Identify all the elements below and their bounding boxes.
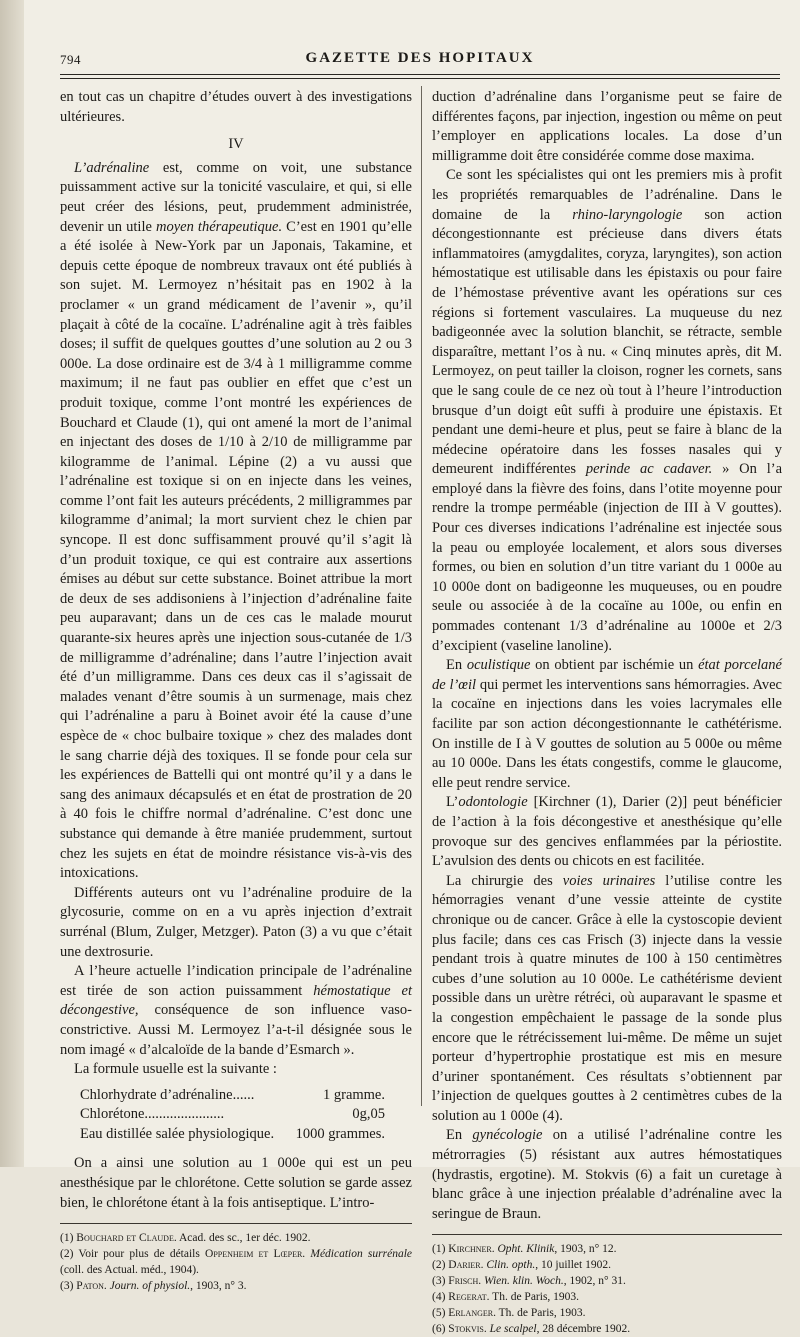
running-header <box>60 46 780 72</box>
text-run: L’ <box>446 794 459 811</box>
text-run: . <box>478 1275 485 1288</box>
footnote: (4) Regerat. Th. de Paris, 1903. <box>432 1291 580 1304</box>
text-run: . Th. de Paris, 1903. <box>486 1291 580 1304</box>
formula-amount: 1 gramme. <box>322 1086 385 1103</box>
paragraph: en tout cas un chapitre d’études ouvert à des investigations ultérieures. <box>60 89 412 125</box>
text-run: , 1902, n° 31. <box>563 1275 626 1288</box>
text-run: En <box>446 1127 473 1144</box>
footnote-title: Journ. of physiol. <box>109 1280 191 1293</box>
text-run: [Kirchner (1), Darier (2)] peut bénéficier de l’action à la fois décongestive et anesthésique qu’elle provoque sur des gencives enflammées par la périostite. L’avulsion des dents ou chicots en est facilitée. <box>432 794 782 870</box>
footnote-author: Kirchner <box>448 1243 492 1256</box>
text-run: . <box>302 1248 311 1261</box>
text-run: l’utilise contre les hémorragies venant d’une vessie atteinte de cystite chronique ou de cancer. Grâce à elle la cystoscopie devient plus facile; dans ces cas Frisch (3) injecte dans la vessie pendant trois à quatre minutes de 100 à 150 centimètres cubes d’une solution au 10 000e. Le cathétérisme devient possible dans un urètre rétréci, où auparavant le spasme et la congestion empêchaient le passage de la sonde plus encore que le rétrécissement lui-même. De même un sujet porteur d’hypertrophie prostatique est mis en mesure d’uriner spontanément. Ces résultats s’obtiennent par l’injection de quelques gouttes à 2 centimètres cubes de la solution au 1 000e (4). <box>432 872 782 1124</box>
text-run: on a utilisé l’adrénaline contre les métrorragies (5) résistant aux autres hémostatiques (hydrastis, ergotine). M. Stokvis (6) a fait un curetage à blanc grâce à une injection préalable d’adrénaline avec la seringue de Braun. <box>432 1127 783 1222</box>
paragraph: Différents auteurs ont vu l’adrénaline produire de la glycosurie, comme on en a vu après injection d’extrait surrénal (Blum, Zulger, Metzger). Paton (3) a vu que c’était une dextrosurie. <box>60 884 412 960</box>
text-run: . Acad. des sc., 1er déc. 1902. <box>173 1232 311 1245</box>
italic-term: moyen thérapeutique. <box>156 218 283 235</box>
binding-gutter <box>0 0 24 1167</box>
italic-term: L’adrénaline <box>74 159 150 176</box>
footnote-title: Wien. klin. Woch. <box>484 1275 564 1288</box>
footnote-author: Bouchard et Claude <box>76 1232 174 1245</box>
footnote: (1) Kirchner. Opht. Klinik, 1903, n° 12. <box>432 1243 617 1256</box>
footnote: (2) Darier. Clin. opth., 10 juillet 1902. <box>432 1259 611 1272</box>
italic-term: voies urinaires <box>562 872 656 889</box>
paragraph: duction d’adrénaline dans l’organisme peut se faire de différentes façons, par injection, ingestion ou même on peut l’employer en applications locales. La dose d’un milligramme doit être considérée comme dose maxima. <box>432 89 782 164</box>
footnote-author: Stokvis <box>448 1323 484 1336</box>
paragraph <box>60 159 412 884</box>
formula-ingredient: Eau distillée salée physiologique. <box>80 1125 275 1142</box>
footnote: (3) Paton. Journ. of physiol., 1903, n° 3. <box>60 1280 247 1293</box>
footnotes-right <box>432 1241 782 1337</box>
footnote-author: Paton <box>76 1280 104 1293</box>
footnote-title: Le scalpel <box>489 1323 537 1336</box>
text-run: C’est en 1901 qu’elle a été isolée à New-York par un Japonais, Takamine, et depuis cette époque de nombreux travaux ont été publiés à son sujet. M. Lermoyez n’hésitait pas en 1902 à la proclamer « un grand médicament de l’avenir », qu’il plaçait à côté de la cocaïne. L’adrénaline agit à très faibles doses; il suffit de quelques gouttes d’une solution au 2 ou 3 000e. La dose ordinaire est de 3/4 à 1 milligramme comme maximum; il ne faut pas oublier en effet que c’est un produit toxique, comme l’ont montré les expériences de Bouchard et Claude (1), qui ont amené la mort de l’animal en injectant des doses de 1/10 à 2/10 de milligramme par kilogramme de l’animal. Lépine (2) a vu aussi que l’adrénaline est toxique si on en injecte dans les veines, comme l’ont fait les auteurs précédents, 2 milligrammes par kilogramme d’animal; la mort survient chez le chien par syncope. Il est donc suffisamment prouvé qu’il s’agit là d’un produit toxique, ce qui est contraire aux assertions émises au début sur cette substance. Boinet attribue la mort de deux de ses addisoniens à l’injection d’adrénaline faite peu auparavant; dans un de ces cas le malade mourut quarante-six heures après une injection sous-cutanée de 1/3 de milligramme d’adrénaline; dans l’autre l’injection avait été d’un milligramme. Dans ces deux cas il s’agissait de malades venant d’être soumis à un surmenage, mais chez qui l’adrénaline a paru à Boinet avoir été la cause d’une espèce de « choc bulbaire toxique » chez des malades dont le sang charrie déjà des toxiques. Il se fonde pour cela sur les expériences de Battelli qui ont montré qu’il y a dans le sang des animaux décapsulés et en état de prostration de 20 à 40 fois le chiffre normal d’adrénaline. C’est donc une substance qui demande à être maniée prudemment, surtout chez les sujets en état de moindre résistance vis-à-vis des intoxications. <box>60 218 412 882</box>
text-run: . <box>103 1280 110 1293</box>
text-run: on obtient par ischémie un <box>530 657 699 674</box>
italic-term: hémostatique et décongestive, <box>60 982 412 1019</box>
text-run: . <box>480 1259 487 1272</box>
text-run: Ce sont les spécialistes qui ont les premiers mis à profit les propriétés remarquables de l’adrénaline. Dans le domaine de la <box>432 167 782 223</box>
text-run: . Th. de Paris, 1903. <box>493 1307 586 1320</box>
text-run: est, comme on voit, une substance puissamment active sur la tonicité vasculaire, et qui, si elle peut créer des lésions, peut, prudemment administrée, devenir un utile <box>60 159 412 235</box>
formula-table <box>80 1086 385 1145</box>
paragraph <box>432 872 782 1127</box>
footnote-author: Darier <box>448 1259 481 1272</box>
paragraph <box>432 1126 782 1224</box>
text-run: , 1903, n° 3. <box>190 1280 247 1293</box>
text-run: . <box>483 1323 490 1336</box>
column-divider <box>421 86 422 1106</box>
italic-term: gynécologie <box>472 1127 543 1144</box>
footnote-author: Erlanger <box>448 1307 494 1320</box>
formula-ingredient: Chlorétone...................... <box>80 1106 225 1123</box>
formula-amount: 0g,05 <box>352 1106 385 1123</box>
italic-term: odontologie <box>458 794 528 811</box>
footnotes-left <box>60 1230 412 1294</box>
text-run: . <box>491 1243 498 1256</box>
footnote-rule <box>432 1234 782 1235</box>
footnote-author: Frisch <box>448 1275 479 1288</box>
footnote: (5) Erlanger. Th. de Paris, 1903. <box>432 1307 586 1320</box>
page-number: 794 <box>60 52 81 67</box>
footnote-title: Clin. opth. <box>486 1259 536 1272</box>
footnote: (6) Stokvis. Le scalpel, 28 décembre 1902. <box>432 1323 631 1336</box>
section-number: IV <box>228 136 244 153</box>
italic-term: oculistique <box>466 657 531 674</box>
text-run: A l’heure actuelle l’indication principale de l’adrénaline est tirée de son action puissamment <box>60 963 412 999</box>
paragraph <box>60 962 412 1060</box>
text-run: , 28 décembre 1902. <box>536 1323 631 1336</box>
paragraph <box>432 656 782 793</box>
journal-title: GAZETTE DES HOPITAUX <box>305 50 535 66</box>
text-run: son action décongestionnante est précieuse dans divers états inflammatoires (amygdalites, coryza, laryngites), son action hémostatique est utilisable dans les épistaxis ou pour faire de l’hémostase préventive avant les opérations sur ces régions si fortement vasculaires. La muqueuse du nez badigeonnée avec la solution blanchit, se rétracte, semble disparaître, mettant l’os à nu. « Cinq minutes après, dit M. Lermoyez, on peut tailler la cloison, rogner les cornets, sans que le sang coule de ce nez où tout à l’heure l’introduction brusque d’un doigt eût suffi à produire une épistaxis. Et pendant une demi-heure et plus, peut se faire à blanc de la médecine opératoire dans les fosses nasales qui y demeurent indifférentes <box>432 206 782 478</box>
text-run: (coll. des Actual. méd., 1904). <box>60 1264 199 1277</box>
text-run: En <box>446 657 467 674</box>
header-rule-thin <box>60 78 780 79</box>
paragraph: La formule usuelle est la suivante : <box>74 1061 277 1078</box>
text-run: conséquence de son influence vaso-constrictive. Aussi M. Lermoyez l’a-t-il désignée sous le nom imagé « d’alcaloïde de la bande d’Esmarch ». <box>60 1002 412 1058</box>
footnote-rule <box>60 1223 412 1224</box>
footnote-title: Médication surrénale <box>310 1248 412 1261</box>
formula-ingredient: Chlorhydrate d’adrénaline...... <box>80 1086 255 1103</box>
footnote-author: Regerat <box>448 1291 487 1304</box>
text-run: (2) Voir pour plus de détails <box>60 1248 206 1261</box>
paragraph <box>432 166 782 656</box>
right-column <box>432 88 782 1337</box>
text-run: » On l’a employé dans la fièvre des foins, dans l’otite moyenne pour rendre la trompe perméable (injection de III à V gouttes). Pour ces diverses indications l’adrénaline est injectée sous la peau ou employée localement, et alors sous diverses formes, ou bien en solution d’un titre variant du 1 000e au 10 000e dont on badigeonne les muqueuses, ou en poudre seule ou associée à de la cocaïne au 100e, ou enfin en pommades contenant 1/3 d’adrénaline au 1000e et 2/3 d’excipient (vaseline lanoline). <box>432 461 783 654</box>
italic-term: perinde ac cadaver. <box>585 461 713 478</box>
footnote <box>60 1246 412 1278</box>
formula-amount: 1000 grammes. <box>295 1125 385 1142</box>
footnote: (3) Frisch. Wien. klin. Woch., 1902, n° 31. <box>432 1275 626 1288</box>
footnote-title: Opht. Klinik <box>497 1243 555 1256</box>
footnote: (1) Bouchard et Claude. Acad. des sc., 1er déc. 1902. <box>60 1232 311 1245</box>
left-column <box>60 88 412 1294</box>
italic-term: état porcelané de l’œil <box>432 657 782 693</box>
paragraph <box>432 793 782 871</box>
footnote-author: Oppenheim et Lœper <box>205 1248 303 1261</box>
text-run: , 10 juillet 1902. <box>535 1259 611 1272</box>
italic-term: rhino-laryngologie <box>572 206 683 223</box>
text-run: La chirurgie des <box>446 872 563 889</box>
text-run: , 1903, n° 12. <box>554 1243 617 1256</box>
text-run: qui permet les interventions sans hémorragies. Avec la cocaïne en injections dans les voies lacrymales elle facilite par son action décongestionnante le cathétérisme. On instille de I à V gouttes de solution au 5 000e ou même au 10 000e. Dans les états congestifs, comme le glaucome, elle peut rendre service. <box>432 676 782 791</box>
paragraph: On a ainsi une solution au 1 000e qui est un peu anesthésique par le chlorétone. Cette solution se garde assez bien, le chlorétone étant à la fois antiseptique. L’intro- <box>60 1155 412 1211</box>
header-rule <box>60 74 780 75</box>
